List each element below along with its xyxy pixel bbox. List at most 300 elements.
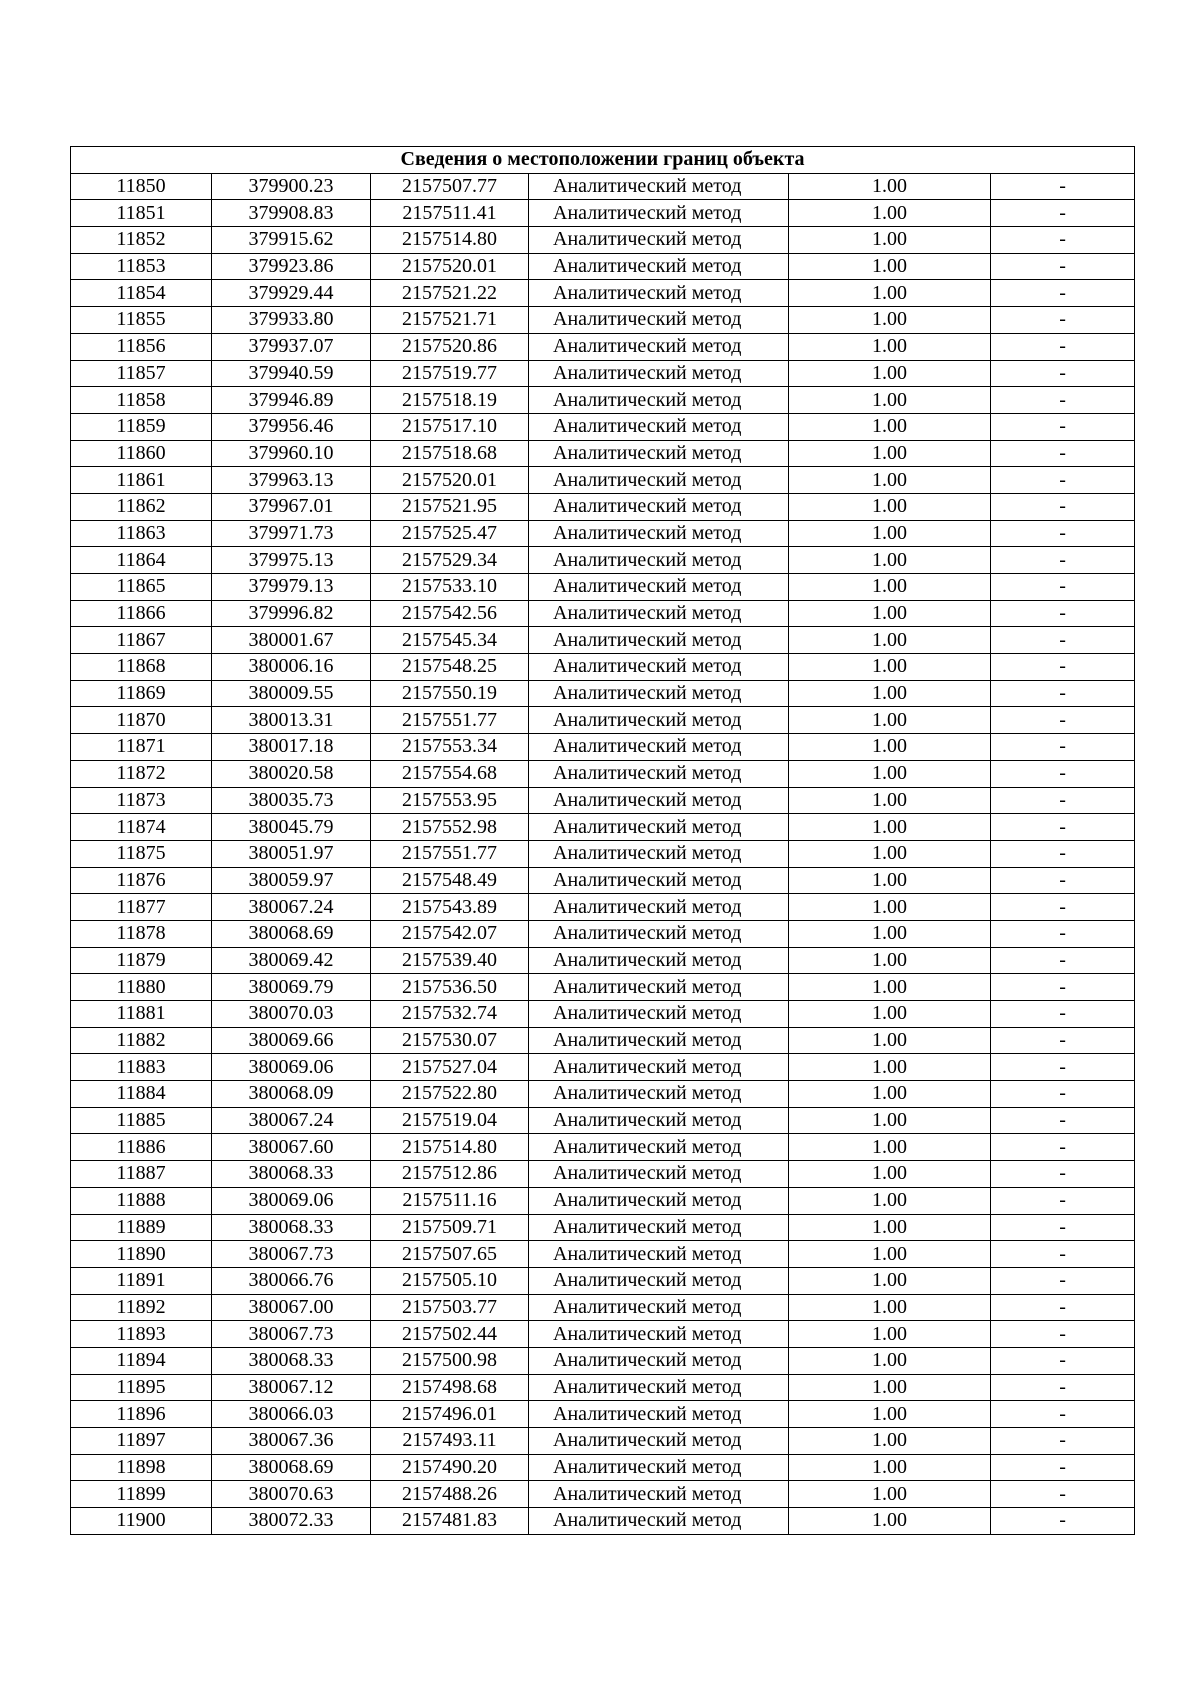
accuracy-cell: 1.00 <box>789 547 991 574</box>
point-number-cell: 11864 <box>71 547 212 574</box>
description-cell: - <box>991 200 1135 227</box>
coordinate-y-cell: 2157553.34 <box>371 734 529 761</box>
method-cell: Аналитический метод <box>529 840 789 867</box>
method-cell: Аналитический метод <box>529 1214 789 1241</box>
table-row <box>71 840 1135 867</box>
description-cell: - <box>991 1321 1135 1348</box>
coordinate-x-cell: 379971.73 <box>212 520 371 547</box>
coordinate-x-cell: 379963.13 <box>212 467 371 494</box>
point-number-cell: 11877 <box>71 894 212 921</box>
table-row <box>71 707 1135 734</box>
coordinate-y-cell: 2157521.95 <box>371 493 529 520</box>
method-cell: Аналитический метод <box>529 1134 789 1161</box>
coordinate-x-cell: 380069.66 <box>212 1027 371 1054</box>
coordinate-x-cell: 380068.69 <box>212 1454 371 1481</box>
coordinate-y-cell: 2157554.68 <box>371 760 529 787</box>
description-cell: - <box>991 253 1135 280</box>
accuracy-cell: 1.00 <box>789 574 991 601</box>
accuracy-cell: 1.00 <box>789 1134 991 1161</box>
method-cell: Аналитический метод <box>529 707 789 734</box>
description-cell: - <box>991 1134 1135 1161</box>
method-cell: Аналитический метод <box>529 1454 789 1481</box>
point-number-cell: 11852 <box>71 227 212 254</box>
table-row <box>71 654 1135 681</box>
point-number-cell: 11891 <box>71 1267 212 1294</box>
point-number-cell: 11897 <box>71 1428 212 1455</box>
method-cell: Аналитический метод <box>529 1107 789 1134</box>
method-cell: Аналитический метод <box>529 413 789 440</box>
table-row <box>71 200 1135 227</box>
coordinate-x-cell: 379960.10 <box>212 440 371 467</box>
table-row <box>71 1241 1135 1268</box>
table-row <box>71 1187 1135 1214</box>
coordinate-y-cell: 2157511.16 <box>371 1187 529 1214</box>
table-row <box>71 413 1135 440</box>
coordinate-y-cell: 2157536.50 <box>371 974 529 1001</box>
accuracy-cell: 1.00 <box>789 1001 991 1028</box>
coordinate-x-cell: 379908.83 <box>212 200 371 227</box>
coordinate-y-cell: 2157509.71 <box>371 1214 529 1241</box>
table-row <box>71 627 1135 654</box>
point-number-cell: 11886 <box>71 1134 212 1161</box>
coordinate-x-cell: 380066.76 <box>212 1267 371 1294</box>
table-row <box>71 1374 1135 1401</box>
point-number-cell: 11867 <box>71 627 212 654</box>
accuracy-cell: 1.00 <box>789 814 991 841</box>
method-cell: Аналитический метод <box>529 680 789 707</box>
accuracy-cell: 1.00 <box>789 227 991 254</box>
description-cell: - <box>991 1267 1135 1294</box>
description-cell: - <box>991 1508 1135 1535</box>
coordinate-y-cell: 2157532.74 <box>371 1001 529 1028</box>
coordinate-x-cell: 379940.59 <box>212 360 371 387</box>
method-cell: Аналитический метод <box>529 814 789 841</box>
accuracy-cell: 1.00 <box>789 627 991 654</box>
table-row <box>71 1134 1135 1161</box>
accuracy-cell: 1.00 <box>789 1374 991 1401</box>
coordinate-x-cell: 380072.33 <box>212 1508 371 1535</box>
accuracy-cell: 1.00 <box>789 1267 991 1294</box>
coordinate-x-cell: 380009.55 <box>212 680 371 707</box>
coordinate-x-cell: 380067.60 <box>212 1134 371 1161</box>
method-cell: Аналитический метод <box>529 1001 789 1028</box>
coordinate-x-cell: 379979.13 <box>212 574 371 601</box>
description-cell: - <box>991 360 1135 387</box>
coordinate-x-cell: 380059.97 <box>212 867 371 894</box>
method-cell: Аналитический метод <box>529 947 789 974</box>
coordinate-y-cell: 2157529.34 <box>371 547 529 574</box>
accuracy-cell: 1.00 <box>789 680 991 707</box>
coordinate-x-cell: 380070.03 <box>212 1001 371 1028</box>
accuracy-cell: 1.00 <box>789 253 991 280</box>
description-cell: - <box>991 840 1135 867</box>
description-cell: - <box>991 680 1135 707</box>
coordinate-y-cell: 2157519.77 <box>371 360 529 387</box>
accuracy-cell: 1.00 <box>789 974 991 1001</box>
coordinate-y-cell: 2157514.80 <box>371 227 529 254</box>
coordinate-x-cell: 379946.89 <box>212 387 371 414</box>
point-number-cell: 11885 <box>71 1107 212 1134</box>
point-number-cell: 11879 <box>71 947 212 974</box>
table-title: Сведения о местоположении границ объекта <box>71 147 1135 174</box>
table-row <box>71 974 1135 1001</box>
table-row <box>71 1027 1135 1054</box>
accuracy-cell: 1.00 <box>789 1508 991 1535</box>
coordinate-y-cell: 2157520.01 <box>371 253 529 280</box>
coordinate-x-cell: 379933.80 <box>212 307 371 334</box>
method-cell: Аналитический метод <box>529 227 789 254</box>
description-cell: - <box>991 1214 1135 1241</box>
accuracy-cell: 1.00 <box>789 173 991 200</box>
coordinate-y-cell: 2157522.80 <box>371 1081 529 1108</box>
accuracy-cell: 1.00 <box>789 360 991 387</box>
description-cell: - <box>991 947 1135 974</box>
description-cell: - <box>991 333 1135 360</box>
method-cell: Аналитический метод <box>529 1481 789 1508</box>
coordinate-x-cell: 379923.86 <box>212 253 371 280</box>
table-row <box>71 867 1135 894</box>
coordinate-x-cell: 380070.63 <box>212 1481 371 1508</box>
table-row <box>71 680 1135 707</box>
coordinate-x-cell: 379996.82 <box>212 600 371 627</box>
coordinate-x-cell: 380035.73 <box>212 787 371 814</box>
description-cell: - <box>991 1374 1135 1401</box>
point-number-cell: 11861 <box>71 467 212 494</box>
coordinate-x-cell: 380069.06 <box>212 1054 371 1081</box>
point-number-cell: 11868 <box>71 654 212 681</box>
method-cell: Аналитический метод <box>529 1401 789 1428</box>
accuracy-cell: 1.00 <box>789 840 991 867</box>
method-cell: Аналитический метод <box>529 493 789 520</box>
coordinate-x-cell: 380067.00 <box>212 1294 371 1321</box>
point-number-cell: 11896 <box>71 1401 212 1428</box>
method-cell: Аналитический метод <box>529 1508 789 1535</box>
point-number-cell: 11890 <box>71 1241 212 1268</box>
table-row <box>71 1267 1135 1294</box>
point-number-cell: 11863 <box>71 520 212 547</box>
coordinate-y-cell: 2157548.49 <box>371 867 529 894</box>
coordinate-x-cell: 380068.09 <box>212 1081 371 1108</box>
description-cell: - <box>991 760 1135 787</box>
coordinate-y-cell: 2157502.44 <box>371 1321 529 1348</box>
method-cell: Аналитический метод <box>529 280 789 307</box>
description-cell: - <box>991 413 1135 440</box>
accuracy-cell: 1.00 <box>789 654 991 681</box>
point-number-cell: 11883 <box>71 1054 212 1081</box>
method-cell: Аналитический метод <box>529 867 789 894</box>
method-cell: Аналитический метод <box>529 787 789 814</box>
coordinate-x-cell: 380068.33 <box>212 1161 371 1188</box>
coordinate-y-cell: 2157520.01 <box>371 467 529 494</box>
coordinate-x-cell: 380067.73 <box>212 1241 371 1268</box>
accuracy-cell: 1.00 <box>789 1214 991 1241</box>
method-cell: Аналитический метод <box>529 467 789 494</box>
table-row <box>71 1508 1135 1535</box>
accuracy-cell: 1.00 <box>789 413 991 440</box>
point-number-cell: 11878 <box>71 920 212 947</box>
method-cell: Аналитический метод <box>529 360 789 387</box>
coordinate-y-cell: 2157525.47 <box>371 520 529 547</box>
table-row <box>71 1054 1135 1081</box>
point-number-cell: 11853 <box>71 253 212 280</box>
description-cell: - <box>991 227 1135 254</box>
point-number-cell: 11876 <box>71 867 212 894</box>
accuracy-cell: 1.00 <box>789 280 991 307</box>
method-cell: Аналитический метод <box>529 200 789 227</box>
method-cell: Аналитический метод <box>529 1321 789 1348</box>
coordinate-y-cell: 2157553.95 <box>371 787 529 814</box>
coordinate-y-cell: 2157490.20 <box>371 1454 529 1481</box>
coordinate-x-cell: 379937.07 <box>212 333 371 360</box>
coordinate-y-cell: 2157493.11 <box>371 1428 529 1455</box>
coordinate-x-cell: 380067.24 <box>212 1107 371 1134</box>
accuracy-cell: 1.00 <box>789 1161 991 1188</box>
accuracy-cell: 1.00 <box>789 387 991 414</box>
table-row <box>71 253 1135 280</box>
coordinate-y-cell: 2157503.77 <box>371 1294 529 1321</box>
description-cell: - <box>991 600 1135 627</box>
coordinate-y-cell: 2157550.19 <box>371 680 529 707</box>
accuracy-cell: 1.00 <box>789 1054 991 1081</box>
method-cell: Аналитический метод <box>529 520 789 547</box>
method-cell: Аналитический метод <box>529 253 789 280</box>
table-row <box>71 1294 1135 1321</box>
coordinate-y-cell: 2157521.71 <box>371 307 529 334</box>
table-row <box>71 1481 1135 1508</box>
coordinate-y-cell: 2157527.04 <box>371 1054 529 1081</box>
coordinate-y-cell: 2157518.19 <box>371 387 529 414</box>
coordinate-x-cell: 380001.67 <box>212 627 371 654</box>
method-cell: Аналитический метод <box>529 734 789 761</box>
coordinate-x-cell: 380066.03 <box>212 1401 371 1428</box>
method-cell: Аналитический метод <box>529 894 789 921</box>
coordinate-x-cell: 380013.31 <box>212 707 371 734</box>
coordinate-x-cell: 380069.06 <box>212 1187 371 1214</box>
description-cell: - <box>991 1001 1135 1028</box>
point-number-cell: 11874 <box>71 814 212 841</box>
coordinate-y-cell: 2157507.77 <box>371 173 529 200</box>
coordinate-y-cell: 2157488.26 <box>371 1481 529 1508</box>
method-cell: Аналитический метод <box>529 1081 789 1108</box>
boundary-coordinates-table <box>70 146 1135 1535</box>
accuracy-cell: 1.00 <box>789 1428 991 1455</box>
coordinate-x-cell: 380067.73 <box>212 1321 371 1348</box>
method-cell: Аналитический метод <box>529 1054 789 1081</box>
coordinate-x-cell: 379967.01 <box>212 493 371 520</box>
coordinate-y-cell: 2157512.86 <box>371 1161 529 1188</box>
method-cell: Аналитический метод <box>529 627 789 654</box>
coordinate-y-cell: 2157551.77 <box>371 707 529 734</box>
accuracy-cell: 1.00 <box>789 200 991 227</box>
accuracy-cell: 1.00 <box>789 760 991 787</box>
table-row <box>71 1214 1135 1241</box>
description-cell: - <box>991 280 1135 307</box>
method-cell: Аналитический метод <box>529 1428 789 1455</box>
coordinate-y-cell: 2157519.04 <box>371 1107 529 1134</box>
description-cell: - <box>991 1428 1135 1455</box>
coordinate-x-cell: 379900.23 <box>212 173 371 200</box>
point-number-cell: 11888 <box>71 1187 212 1214</box>
method-cell: Аналитический метод <box>529 1347 789 1374</box>
point-number-cell: 11866 <box>71 600 212 627</box>
table-row <box>71 947 1135 974</box>
accuracy-cell: 1.00 <box>789 1081 991 1108</box>
description-cell: - <box>991 387 1135 414</box>
table-row <box>71 1454 1135 1481</box>
coordinate-y-cell: 2157507.65 <box>371 1241 529 1268</box>
table-row <box>71 1161 1135 1188</box>
coordinate-y-cell: 2157518.68 <box>371 440 529 467</box>
point-number-cell: 11899 <box>71 1481 212 1508</box>
accuracy-cell: 1.00 <box>789 307 991 334</box>
table-row <box>71 600 1135 627</box>
method-cell: Аналитический метод <box>529 654 789 681</box>
method-cell: Аналитический метод <box>529 547 789 574</box>
coordinate-y-cell: 2157545.34 <box>371 627 529 654</box>
coordinate-y-cell: 2157517.10 <box>371 413 529 440</box>
coordinate-y-cell: 2157530.07 <box>371 1027 529 1054</box>
accuracy-cell: 1.00 <box>789 333 991 360</box>
description-cell: - <box>991 1401 1135 1428</box>
point-number-cell: 11884 <box>71 1081 212 1108</box>
point-number-cell: 11871 <box>71 734 212 761</box>
coordinate-x-cell: 380067.12 <box>212 1374 371 1401</box>
table-title-row <box>71 147 1135 174</box>
point-number-cell: 11854 <box>71 280 212 307</box>
description-cell: - <box>991 467 1135 494</box>
method-cell: Аналитический метод <box>529 1294 789 1321</box>
accuracy-cell: 1.00 <box>789 1294 991 1321</box>
accuracy-cell: 1.00 <box>789 600 991 627</box>
table-row <box>71 814 1135 841</box>
method-cell: Аналитический метод <box>529 1027 789 1054</box>
table-row <box>71 360 1135 387</box>
accuracy-cell: 1.00 <box>789 440 991 467</box>
point-number-cell: 11869 <box>71 680 212 707</box>
description-cell: - <box>991 707 1135 734</box>
coordinate-x-cell: 379975.13 <box>212 547 371 574</box>
point-number-cell: 11862 <box>71 493 212 520</box>
accuracy-cell: 1.00 <box>789 1107 991 1134</box>
table-row <box>71 387 1135 414</box>
point-number-cell: 11855 <box>71 307 212 334</box>
table-row <box>71 280 1135 307</box>
accuracy-cell: 1.00 <box>789 1401 991 1428</box>
accuracy-cell: 1.00 <box>789 947 991 974</box>
method-cell: Аналитический метод <box>529 440 789 467</box>
coordinate-x-cell: 379956.46 <box>212 413 371 440</box>
point-number-cell: 11893 <box>71 1321 212 1348</box>
coordinate-x-cell: 380045.79 <box>212 814 371 841</box>
point-number-cell: 11881 <box>71 1001 212 1028</box>
point-number-cell: 11875 <box>71 840 212 867</box>
table-row <box>71 574 1135 601</box>
coordinate-x-cell: 380069.79 <box>212 974 371 1001</box>
method-cell: Аналитический метод <box>529 387 789 414</box>
point-number-cell: 11880 <box>71 974 212 1001</box>
description-cell: - <box>991 894 1135 921</box>
description-cell: - <box>991 440 1135 467</box>
description-cell: - <box>991 1294 1135 1321</box>
description-cell: - <box>991 920 1135 947</box>
table-row <box>71 1321 1135 1348</box>
description-cell: - <box>991 654 1135 681</box>
point-number-cell: 11851 <box>71 200 212 227</box>
coordinate-y-cell: 2157496.01 <box>371 1401 529 1428</box>
accuracy-cell: 1.00 <box>789 1347 991 1374</box>
table-row <box>71 787 1135 814</box>
table-row <box>71 173 1135 200</box>
method-cell: Аналитический метод <box>529 173 789 200</box>
accuracy-cell: 1.00 <box>789 867 991 894</box>
point-number-cell: 11860 <box>71 440 212 467</box>
accuracy-cell: 1.00 <box>789 1241 991 1268</box>
description-cell: - <box>991 1481 1135 1508</box>
coordinate-x-cell: 379929.44 <box>212 280 371 307</box>
description-cell: - <box>991 787 1135 814</box>
coordinate-y-cell: 2157539.40 <box>371 947 529 974</box>
table-row <box>71 920 1135 947</box>
coordinate-y-cell: 2157542.56 <box>371 600 529 627</box>
point-number-cell: 11889 <box>71 1214 212 1241</box>
method-cell: Аналитический метод <box>529 307 789 334</box>
table-row <box>71 894 1135 921</box>
method-cell: Аналитический метод <box>529 333 789 360</box>
accuracy-cell: 1.00 <box>789 1481 991 1508</box>
coordinate-x-cell: 380068.69 <box>212 920 371 947</box>
accuracy-cell: 1.00 <box>789 520 991 547</box>
description-cell: - <box>991 307 1135 334</box>
point-number-cell: 11882 <box>71 1027 212 1054</box>
coordinate-x-cell: 380020.58 <box>212 760 371 787</box>
accuracy-cell: 1.00 <box>789 894 991 921</box>
point-number-cell: 11895 <box>71 1374 212 1401</box>
description-cell: - <box>991 1187 1135 1214</box>
method-cell: Аналитический метод <box>529 760 789 787</box>
point-number-cell: 11873 <box>71 787 212 814</box>
coordinate-x-cell: 380017.18 <box>212 734 371 761</box>
coordinate-y-cell: 2157548.25 <box>371 654 529 681</box>
coordinate-y-cell: 2157481.83 <box>371 1508 529 1535</box>
coordinate-y-cell: 2157514.80 <box>371 1134 529 1161</box>
coordinate-x-cell: 379915.62 <box>212 227 371 254</box>
coordinate-x-cell: 380068.33 <box>212 1214 371 1241</box>
description-cell: - <box>991 1054 1135 1081</box>
description-cell: - <box>991 493 1135 520</box>
method-cell: Аналитический метод <box>529 600 789 627</box>
method-cell: Аналитический метод <box>529 974 789 1001</box>
table-row <box>71 307 1135 334</box>
table-row <box>71 547 1135 574</box>
accuracy-cell: 1.00 <box>789 734 991 761</box>
coordinate-y-cell: 2157542.07 <box>371 920 529 947</box>
coordinate-y-cell: 2157552.98 <box>371 814 529 841</box>
accuracy-cell: 1.00 <box>789 467 991 494</box>
method-cell: Аналитический метод <box>529 574 789 601</box>
description-cell: - <box>991 1454 1135 1481</box>
table-row <box>71 1428 1135 1455</box>
description-cell: - <box>991 1027 1135 1054</box>
point-number-cell: 11856 <box>71 333 212 360</box>
method-cell: Аналитический метод <box>529 1241 789 1268</box>
table-row <box>71 1001 1135 1028</box>
description-cell: - <box>991 814 1135 841</box>
table-row <box>71 1081 1135 1108</box>
method-cell: Аналитический метод <box>529 1374 789 1401</box>
accuracy-cell: 1.00 <box>789 1454 991 1481</box>
coordinate-x-cell: 380069.42 <box>212 947 371 974</box>
accuracy-cell: 1.00 <box>789 920 991 947</box>
